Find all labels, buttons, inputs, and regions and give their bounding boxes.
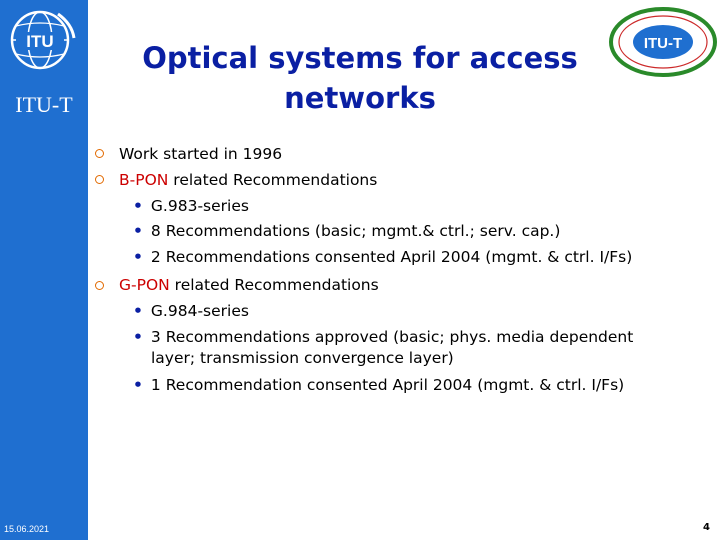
sub-bullet-dot-icon: • bbox=[133, 197, 143, 215]
sub-bullet-dot-icon: • bbox=[133, 376, 143, 394]
page-number: 4 bbox=[703, 522, 710, 533]
bullet-ring-icon bbox=[95, 279, 105, 289]
itu-logo-text: ITU bbox=[26, 32, 54, 51]
sub-bullet-item bbox=[133, 222, 560, 240]
sub-bullet-item bbox=[133, 302, 249, 320]
sub-bullet-item bbox=[133, 248, 632, 266]
footer-date: 15.06.2021 bbox=[4, 524, 50, 534]
bullet-item-2-rest: related Recommendations bbox=[168, 171, 378, 189]
badge-center-text: ITU-T bbox=[643, 35, 683, 52]
sub-bullet-text: G.984-series bbox=[150, 302, 249, 320]
sub-bullet-dot-icon: • bbox=[133, 222, 143, 240]
bullet-item-3 bbox=[119, 276, 379, 294]
sub-bullet-text: G.983-series bbox=[150, 197, 249, 215]
sub-bullet-dot-icon: • bbox=[133, 302, 143, 320]
sub-bullet-item bbox=[133, 197, 249, 215]
sub-bullet-item bbox=[133, 376, 624, 394]
bpon-accent: B-PON bbox=[119, 171, 169, 189]
bullet-item-1: Work started in 1996 bbox=[119, 145, 283, 163]
sub-bullet-dot-icon: • bbox=[133, 248, 143, 266]
sub-bullet-text: 2 Recommendations consented April 2004 (mgmt. & ctrl. I/Fs) bbox=[150, 248, 633, 266]
bullet-ring-icon bbox=[95, 173, 105, 183]
bullet-ring-icon bbox=[95, 147, 105, 157]
bullet-item-3-rest: related Recommendations bbox=[169, 276, 379, 294]
sub-bullet-dot-icon: • bbox=[133, 328, 143, 346]
slide-title-line2: networks bbox=[284, 81, 436, 115]
sub-bullet-text: 3 Recommendations approved (basic; phys. media dependent bbox=[150, 328, 634, 346]
sub-bullet-text: 8 Recommendations (basic; mgmt.& ctrl.; serv. cap.) bbox=[150, 222, 561, 240]
slide-title-line1: Optical systems for access bbox=[142, 41, 578, 75]
sidebar-org-label: ITU-T bbox=[15, 92, 73, 117]
sub-bullet-text: 1 Recommendation consented April 2004 (mgmt. & ctrl. I/Fs) bbox=[150, 376, 625, 394]
sub-bullet-item bbox=[133, 328, 633, 346]
sub-bullet-continuation: layer; transmission convergence layer) bbox=[151, 349, 454, 367]
bullet-item-2 bbox=[119, 171, 377, 189]
gpon-accent: G-PON bbox=[119, 276, 170, 294]
